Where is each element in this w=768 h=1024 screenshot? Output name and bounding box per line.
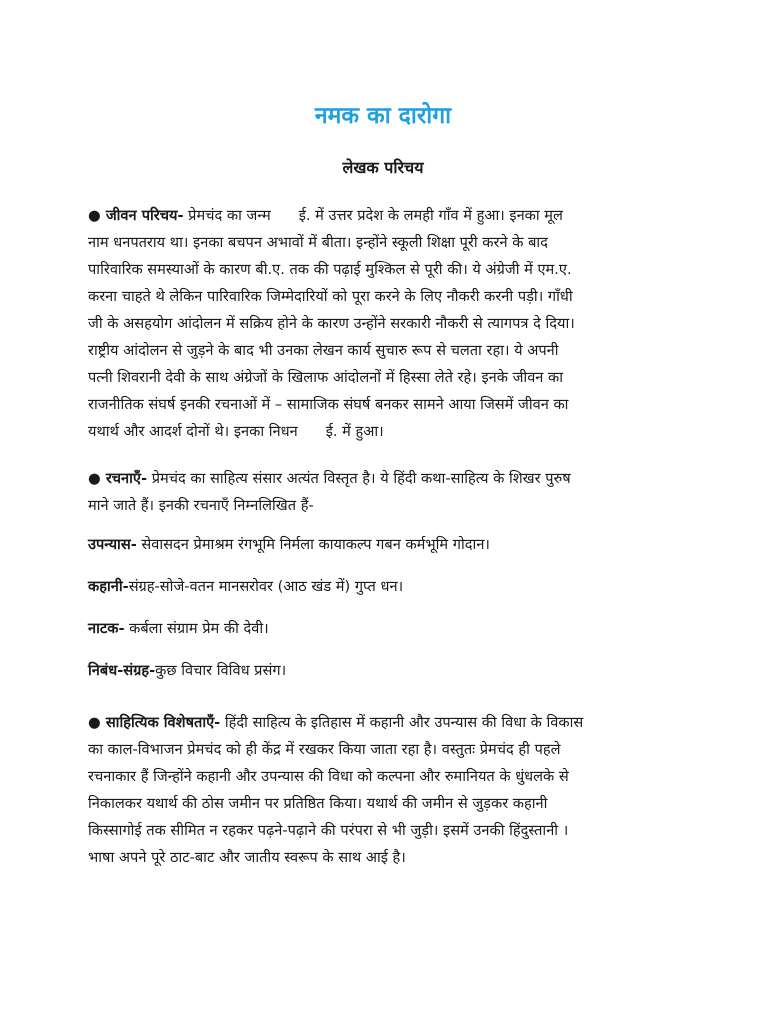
nibandh-item <box>88 657 678 684</box>
rachnaen-paragraph <box>88 465 678 519</box>
jeevan-text-9a: यथार्थ और आदर्श दोनों थे। इनका निधन <box>88 423 298 440</box>
nibandh-text: कुछ विचार विविध प्रसंग। <box>155 662 287 679</box>
jeevan-line-5: जी के असहयोग आंदोलन में सक्रिय होने के कारण उन्होंने सरकारी नौकरी से त्यागपत्र दे दिया। <box>88 315 575 332</box>
jeevan-text-9b: ई. में हुआ। <box>325 423 384 440</box>
jeevan-parichay-label: ● जीवन परिचय- <box>88 207 184 224</box>
visheshtaen-line-2: का काल-विभाजन प्रेमचंद को ही केंद्र में रखकर किया जाता रहा है। वस्तुतः प्रेमचंद ही पहले <box>88 741 561 758</box>
natak-label: नाटक- <box>88 620 125 637</box>
natak-item <box>88 615 678 642</box>
upanyas-item <box>88 531 678 558</box>
visheshtaen-paragraph <box>88 709 678 871</box>
nibandh-label: निबंध-संग्रह- <box>88 662 156 679</box>
visheshtaen-text-1: हिंदी साहित्य के इतिहास में कहानी और उपन्यास की विधा के विकास <box>220 714 584 731</box>
kahani-text: संग्रह-सोजे-वतन मानसरोवर (आठ खंड में) गुप्त धन। <box>128 578 404 595</box>
natak-text: कर्बला संग्राम प्रेम की देवी। <box>124 620 269 637</box>
visheshtaen-line-6: भाषा अपने पूरे ठाट-बाट और जातीय स्वरूप के साथ आई है। <box>88 849 406 866</box>
rachnaen-text-1: प्रेमचंद का साहित्य संसार अत्यंत विस्तृत है। ये हिंदी कथा-साहित्य के शिखर पुरुष <box>147 470 571 487</box>
rachnaen-line-2: माने जाते हैं। इनकी रचनाएँ निम्नलिखित हैं- <box>88 497 314 514</box>
jeevan-line-9 <box>88 418 678 445</box>
upanyas-label: उपन्यास- <box>88 536 137 553</box>
jeevan-line-2: नाम धनपतराय था। इनका बचपन अभावों में बीता। इन्होंने स्कूली शिक्षा पूरी करने के बाद <box>88 234 548 251</box>
visheshtaen-line-4: निकालकर यथार्थ की ठोस जमीन पर प्रतिष्ठित किया। यथार्थ की जमीन से जुड़कर कहानी <box>88 795 548 812</box>
jeevan-text-1a: प्रेमचंद का जन्म <box>183 207 271 224</box>
page-title: नमक का दारोगा <box>314 103 452 129</box>
visheshtaen-line-1 <box>88 709 678 736</box>
jeevan-line-6: राष्ट्रीय आंदोलन से जुड़ने के बाद भी उनका लेखन कार्य सुचारु रूप से चलता रहा। ये अपनी <box>88 342 559 359</box>
jeevan-line-7: पत्नी शिवरानी देवी के साथ अंग्रेजों के खिलाफ आंदोलनों में हिस्सा लेते रहे। इनके जीवन का <box>88 369 564 386</box>
kahani-label: कहानी- <box>88 578 129 595</box>
kahani-item <box>88 573 678 600</box>
jeevan-line-8: राजनीतिक संघर्ष इनकी रचनाओं में – सामाजिक संघर्ष बनकर सामने आया जिसमें जीवन का <box>88 396 569 413</box>
rachnaen-label: ● रचनाएँ- <box>88 470 148 487</box>
jeevan-line-1 <box>88 202 678 229</box>
jeevan-line-4: करना चाहते थे लेकिन पारिवारिक जिम्मेदारियों को पूरा करने के लिए नौकरी करनी पड़ी। गाँधी <box>88 288 573 305</box>
upanyas-text: सेवासदन प्रेमाश्रम रंगभूमि निर्मला कायाकल्प गबन कर्मभूमि गोदान। <box>136 536 490 553</box>
visheshtaen-label: ● साहित्यिक विशेषताएँ- <box>88 714 221 731</box>
rachnaen-line-1 <box>88 465 678 492</box>
visheshtaen-line-5: किस्सागोई तक सीमित न रहकर पढ़ने-पढ़ाने की परंपरा से भी जुड़ी। इसमें उनकी हिंदुस्तानी । <box>88 822 569 839</box>
visheshtaen-line-3: रचनाकार हैं जिन्होंने कहानी और उपन्यास की विधा को कल्पना और रुमानियत के धुंधलके से <box>88 768 569 785</box>
jeevan-parichay-paragraph <box>88 202 678 445</box>
jeevan-line-3: पारिवारिक समस्याओं के कारण बी.ए. तक की पढ़ाई मुश्किल से पूरी की। ये अंग्रेजी में एम.ए. <box>88 261 572 278</box>
jeevan-text-1b: ई. में उत्तर प्रदेश के लमही गाँव में हुआ। इनका मूल <box>298 207 563 224</box>
section-heading: लेखक परिचय <box>342 158 424 177</box>
